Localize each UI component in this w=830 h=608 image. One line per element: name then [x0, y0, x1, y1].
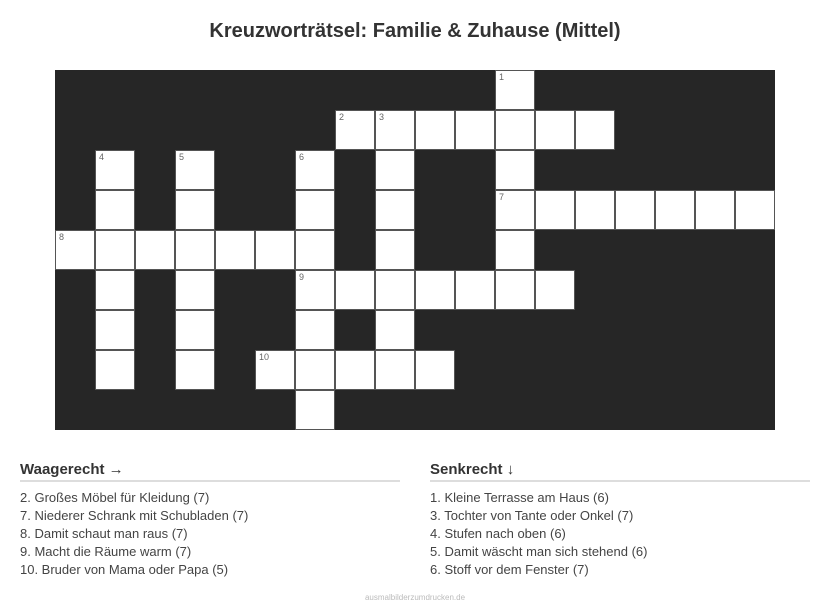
crossword-cell[interactable]	[295, 310, 335, 350]
crossword-cell[interactable]	[175, 270, 215, 310]
clue-number: 4	[99, 152, 105, 162]
down-clue: 5. Damit wäscht man sich stehend (6)	[430, 544, 648, 559]
crossword-cell[interactable]	[335, 270, 375, 310]
crossword-cell[interactable]	[295, 270, 335, 310]
across-clue: 2. Großes Möbel für Kleidung (7)	[20, 490, 210, 505]
crossword-cell[interactable]	[375, 190, 415, 230]
clue-number: 6	[299, 152, 305, 162]
crossword-cell[interactable]	[455, 110, 495, 150]
clue-number: 10	[259, 352, 270, 362]
down-clue: 6. Stoff vor dem Fenster (7)	[430, 562, 589, 577]
crossword-cell[interactable]	[95, 310, 135, 350]
clue-number: 9	[299, 272, 305, 282]
crossword-cell[interactable]	[255, 350, 295, 390]
crossword-cell[interactable]	[415, 110, 455, 150]
down-heading: Senkrecht ↓	[430, 460, 810, 482]
down-clue: 1. Kleine Terrasse am Haus (6)	[430, 490, 609, 505]
crossword-cell[interactable]	[95, 190, 135, 230]
crossword-cell[interactable]	[255, 230, 295, 270]
crossword-cell[interactable]	[495, 70, 535, 110]
crossword-cell[interactable]	[175, 310, 215, 350]
crossword-cell[interactable]	[375, 310, 415, 350]
clue-number: 3	[379, 112, 385, 122]
crossword-grid	[55, 70, 775, 430]
crossword-cell[interactable]	[215, 230, 255, 270]
down-clue: 4. Stufen nach oben (6)	[430, 526, 566, 541]
down-clue: 3. Tochter von Tante oder Onkel (7)	[430, 508, 634, 523]
across-clue: 7. Niederer Schrank mit Schubladen (7)	[20, 508, 249, 523]
crossword-cell[interactable]	[175, 230, 215, 270]
crossword-cell[interactable]	[375, 350, 415, 390]
across-clue: 10. Bruder von Mama oder Papa (5)	[20, 562, 229, 577]
crossword-cell[interactable]	[295, 190, 335, 230]
crossword-cell[interactable]	[295, 350, 335, 390]
crossword-cell[interactable]	[535, 190, 575, 230]
crossword-cell[interactable]	[295, 150, 335, 190]
across-clue: 8. Damit schaut man raus (7)	[20, 526, 188, 541]
crossword-cell[interactable]	[535, 110, 575, 150]
crossword-cell[interactable]	[535, 270, 575, 310]
crossword-cell[interactable]	[415, 350, 455, 390]
crossword-cell[interactable]	[495, 270, 535, 310]
crossword-cell[interactable]	[735, 190, 775, 230]
crossword-cell[interactable]	[95, 350, 135, 390]
crossword-cell[interactable]	[95, 150, 135, 190]
across-heading: Waagerecht →	[20, 460, 400, 482]
down-clues	[430, 460, 810, 579]
crossword-cell[interactable]	[375, 110, 415, 150]
crossword-cell[interactable]	[175, 190, 215, 230]
crossword-cell[interactable]	[55, 230, 95, 270]
crossword-cell[interactable]	[615, 190, 655, 230]
across-clue: 9. Macht die Räume warm (7)	[20, 544, 192, 559]
clue-number: 5	[179, 152, 185, 162]
crossword-cell[interactable]	[375, 270, 415, 310]
crossword-cell[interactable]	[495, 230, 535, 270]
crossword-cell[interactable]	[375, 230, 415, 270]
crossword-cell[interactable]	[175, 350, 215, 390]
crossword-cell[interactable]	[695, 190, 735, 230]
crossword-cell[interactable]	[455, 270, 495, 310]
across-clues	[20, 460, 400, 579]
clue-number: 1	[499, 72, 505, 82]
clue-number: 8	[59, 232, 65, 242]
crossword-cell[interactable]	[335, 110, 375, 150]
crossword-cell[interactable]	[95, 230, 135, 270]
crossword-cell[interactable]	[95, 270, 135, 310]
crossword-cell[interactable]	[575, 110, 615, 150]
crossword-cell[interactable]	[295, 390, 335, 430]
clue-number: 2	[339, 112, 345, 122]
crossword-cell[interactable]	[135, 230, 175, 270]
crossword-cell[interactable]	[175, 150, 215, 190]
crossword-cell[interactable]	[375, 150, 415, 190]
crossword-cell[interactable]	[495, 190, 535, 230]
crossword-cell[interactable]	[575, 190, 615, 230]
footer-credit: ausmalbilderzumdrucken.de	[364, 593, 466, 602]
crossword-cell[interactable]	[655, 190, 695, 230]
crossword-cell[interactable]	[495, 110, 535, 150]
crossword-cell[interactable]	[495, 150, 535, 190]
clue-number: 7	[499, 192, 505, 202]
crossword-cell[interactable]	[415, 270, 455, 310]
puzzle-title: Kreuzworträtsel: Familie & Zuhause (Mittel)	[209, 20, 621, 42]
crossword-cell[interactable]	[335, 350, 375, 390]
crossword-cell[interactable]	[295, 230, 335, 270]
